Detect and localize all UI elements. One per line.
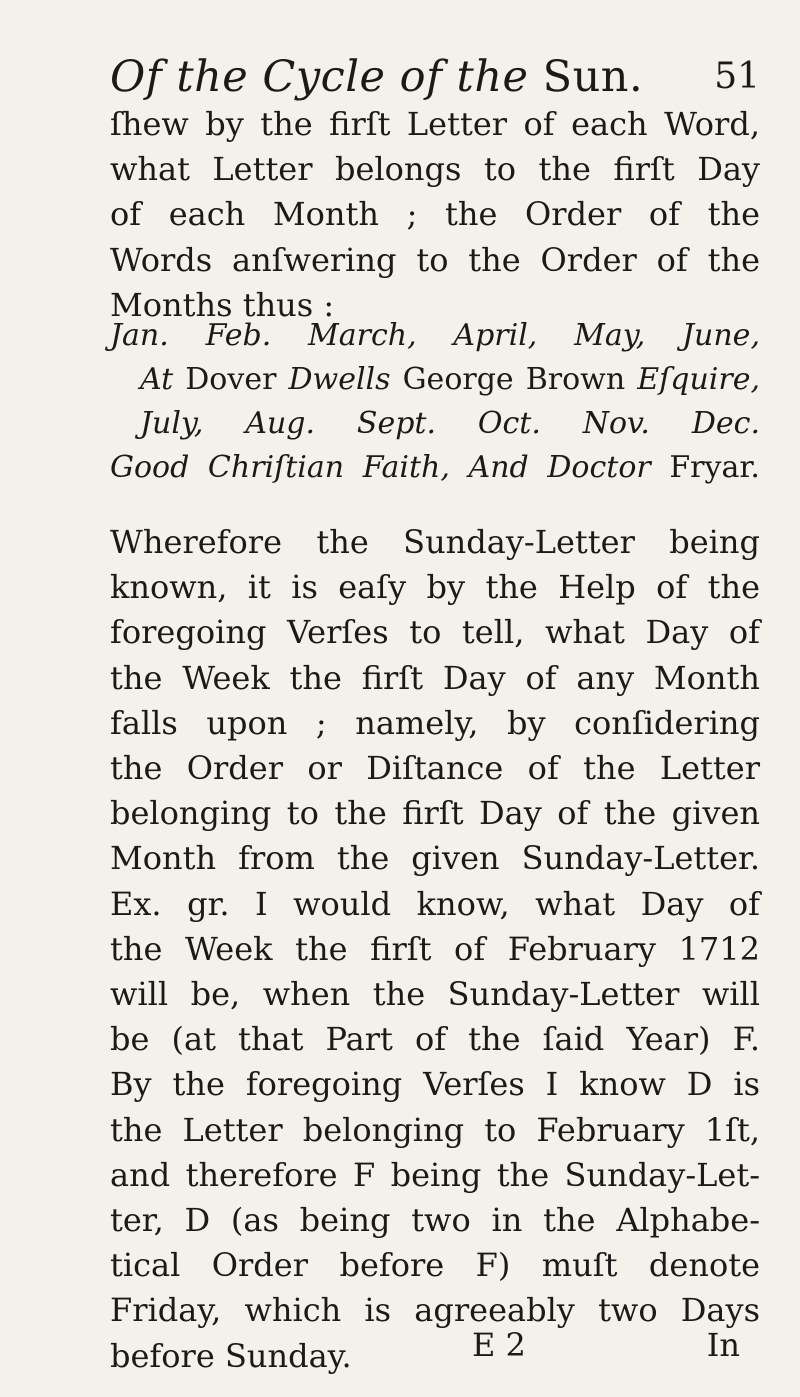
month-cell: July, [140,406,204,441]
text-line: Month from the given Sunday-Letter. [110,839,760,878]
text-line: By the foregoing Verſes I know D is [110,1065,760,1104]
month-cell: Jan. [110,318,169,353]
text-line: the Week the firſt of February 1712 [110,929,760,968]
text-line: the Letter belonging to February 1ſt, [110,1110,760,1149]
text-line: ſhew by the firſt Letter of each Word, [110,105,760,143]
mnemonic-word: Chriſtian [207,450,345,485]
mnemonic-word: At [140,362,174,397]
running-title-roman: Sun. [542,52,644,102]
intro-paragraph [110,102,760,328]
running-title [110,52,643,102]
mnemonic-word: George [402,362,514,397]
mnemonic-word: Faith, [362,450,450,485]
text-line: tical Order before F) muſt denote [110,1246,760,1285]
text-line: be (at that Part of the ſaid Year) F. [110,1020,760,1059]
catchword: In [706,1326,740,1364]
signature-mark: E 2 [472,1326,526,1364]
text-line: Friday, which is agreeably two Days [110,1291,760,1330]
month-cell: March, [308,318,417,353]
text-line: of each Month ; the Order of the [110,195,760,234]
explanation-paragraph [110,520,760,1379]
month-cell: Oct. [477,406,541,441]
month-cell: April, [453,318,538,353]
text-line: and therefore F being the Sunday-Let- [110,1155,760,1194]
mnemonic-word: Doctor [547,450,651,485]
text-line: the Week the firſt Day of any Month [110,658,760,697]
mnemonic-word: Brown [525,362,626,397]
mnemonic-word: Good [110,450,190,485]
months-row [110,318,760,362]
months-row [110,406,760,450]
text-line: will be, when the Sunday-Letter will [110,975,760,1014]
page-number: 51 [714,56,760,97]
mnemonic-row [110,362,760,406]
text-line: what Letter belongs to the firſt Day [110,150,760,189]
text-line: falls upon ; namely, by conſidering [110,703,760,742]
mnemonic-word: Dwells [288,362,391,397]
text-line: Months thus : [110,285,335,324]
text-line: known, it is eaſy by the Help of the [110,568,760,607]
month-cell: Aug. [245,406,316,441]
month-cell: Feb. [205,318,272,353]
month-cell: Nov. [582,406,650,441]
text-line: belonging to the firſt Day of the given [110,794,760,833]
month-cell: June, [682,318,760,353]
text-line: the Order or Diſtance of the Letter [110,749,760,788]
text-line: ter, D (as being two in the Alphabe- [110,1201,760,1240]
text-line: Wherefore the Sunday-Letter being [110,523,760,561]
month-cell: Dec. [691,406,760,441]
page-footer [110,1326,760,1376]
mnemonic-row [110,450,760,494]
running-title-italic: Of the Cycle of the [110,52,529,102]
text-line: foregoing Verſes to tell, what Day of [110,613,760,652]
text-line: Words anſwering to the Order of the [110,240,760,279]
month-cell: Sept. [356,406,437,441]
mnemonic-word: Dover [185,362,277,397]
mnemonic-word: And [468,450,529,485]
text-line: before Sunday. [110,1336,352,1375]
month-cell: May, [574,318,646,353]
mnemonic-word: Fryar. [669,450,760,485]
mnemonic-word: Eſquire, [637,362,760,397]
text-line: Ex. gr. I would know, what Day of [110,884,760,923]
